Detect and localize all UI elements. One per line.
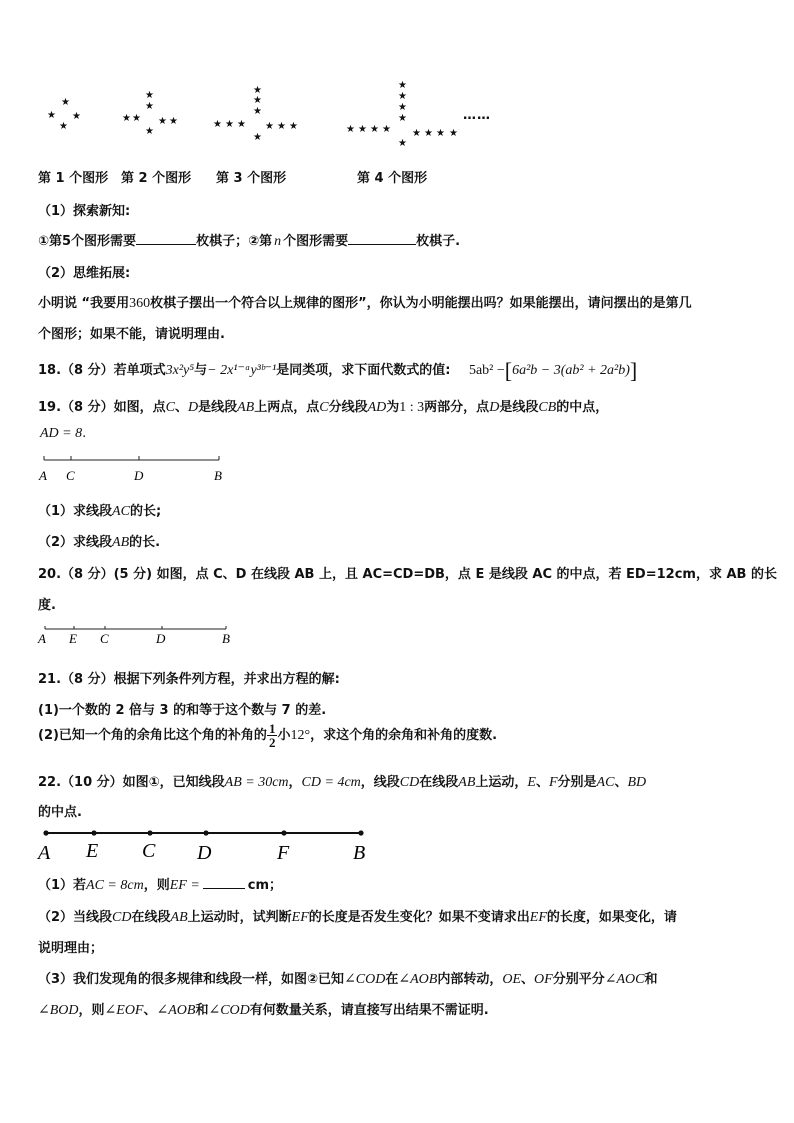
star-icon: ★ [253, 85, 262, 96]
star-icon: ★ [145, 90, 154, 101]
star-icon: ★ [436, 128, 445, 139]
q21-sub2 [38, 722, 497, 749]
question-22-line2: 的中点. [38, 805, 82, 820]
math: ∠AOB [398, 972, 438, 987]
label-f: F [277, 842, 290, 864]
star-icon: ★ [398, 138, 407, 149]
point-d [203, 830, 208, 835]
text: 小 [277, 728, 291, 743]
star-icon: ★ [398, 91, 407, 102]
star-icon: ★ [449, 128, 458, 139]
q19-segment-diagram [36, 452, 236, 486]
star-icon: ★ [59, 121, 68, 132]
label-a: A [38, 631, 46, 646]
math: CD [399, 775, 420, 790]
q22-sub2-line1 [38, 906, 677, 926]
math: CD = 4cm [301, 775, 361, 790]
math: OE [502, 972, 522, 987]
math: D [489, 400, 500, 415]
text: 为 [386, 400, 400, 415]
text: ， [288, 775, 302, 790]
point-b [358, 830, 363, 835]
point-c [147, 830, 152, 835]
label-d: D [156, 631, 166, 646]
text: 内部转动， [437, 972, 503, 987]
text: ，线段 [360, 775, 400, 790]
star-icon: ★ [169, 116, 178, 127]
star-icon: ★ [398, 113, 407, 124]
text: 两部分，点 [424, 400, 490, 415]
text: 的长度是否发生变化？如果不变请求出 [308, 910, 530, 925]
q22-sub3-line1 [38, 968, 657, 988]
text: 上运动时，试判断 [187, 910, 292, 925]
star-icon: ★ [253, 106, 262, 117]
label-b: B [353, 842, 366, 864]
math: AC [112, 504, 130, 519]
text: 和 [195, 1003, 209, 1018]
star-icon: ★ [265, 121, 274, 132]
star-icon: ★ [47, 110, 56, 121]
numerator: 1 [268, 721, 276, 736]
math: AD [367, 400, 387, 415]
q22-sub2-line2: 说明理由； [38, 941, 104, 956]
text: 分别平分 [552, 972, 605, 987]
star-icon: ★ [61, 97, 70, 108]
text: . [82, 426, 87, 441]
math: ∠BOD [38, 1003, 79, 1018]
point-f [281, 830, 286, 835]
math: C [165, 400, 175, 415]
math: AB [458, 775, 476, 790]
text: 枚棋子摆出一个符合以上规律的图形”，你认为小明能摆出吗？如果能摆出，请问摆出的是第几 [150, 296, 692, 311]
math: BD [627, 775, 647, 790]
expr-part: 6a²b − 3(ab² + 2a²b) [512, 363, 630, 379]
label-d: D [197, 842, 212, 864]
star-icon: ★ [346, 124, 355, 135]
text: 、 [174, 400, 188, 415]
text: (2)已知一个角的余角比这个角的补角的 [38, 728, 267, 743]
caption-figure-4: 第 4 个图形 [357, 171, 428, 186]
expr-part: 5ab² − [468, 363, 505, 379]
q17-paragraph-line1 [38, 292, 692, 312]
text: ，则 [143, 878, 170, 893]
math: AB [170, 910, 188, 925]
text: 和 [644, 972, 658, 987]
star-icon: ★ [370, 124, 379, 135]
math-expression [468, 358, 638, 383]
q17-part1-label: （1）探索新知: [38, 204, 131, 219]
q20-segment-diagram [36, 622, 236, 648]
math: AB [112, 535, 130, 550]
point-e [91, 830, 96, 835]
math: ∠COD [344, 972, 386, 987]
question-20-line2: 度. [38, 598, 56, 613]
label-b: B [222, 631, 230, 646]
math-ad-equals-8: AD = 8 [40, 426, 83, 441]
fraction-one-half [267, 722, 278, 749]
star-icon: ★ [225, 119, 234, 130]
question-20-line1: 20.（8 分）(5 分) 如图，点 C、D 在线段 AB 上，且 AC=CD=DB，点 E 是线段 AC 的中点，若 ED=12cm，求 AB 的长 [38, 567, 777, 582]
math: AC [596, 775, 615, 790]
text: （1）求线段 [38, 504, 113, 519]
label-c: C [100, 631, 109, 646]
label-c: C [142, 840, 156, 862]
text: 的长; [129, 504, 162, 519]
math-360: 360 [129, 296, 151, 311]
text: 、 [143, 1003, 157, 1018]
text: 是线段 [198, 400, 238, 415]
math: C [319, 400, 329, 415]
math: CB [538, 400, 557, 415]
text: ，求这个角的余角和补角的度数. [310, 728, 498, 743]
label-a: A [39, 468, 47, 483]
label-c: C [66, 468, 75, 483]
math-monomial-1: 3x²y⁵ [165, 363, 195, 379]
math: AB [237, 400, 255, 415]
answer-blank-2[interactable] [348, 232, 416, 245]
math: AB = 30cm [224, 775, 289, 790]
question-18 [38, 358, 637, 384]
point-a [43, 830, 48, 835]
text: 枚棋子. [416, 234, 461, 249]
math: E [527, 775, 536, 790]
bracket: ] [629, 358, 638, 383]
text: 、 [521, 972, 535, 987]
math: F [548, 775, 558, 790]
star-icon: ★ [145, 101, 154, 112]
star-icon: ★ [358, 124, 367, 135]
star-icon: ★ [253, 132, 262, 143]
q17-part2-label: （2）思维拓展: [38, 266, 131, 281]
question-21: 21.（8 分）根据下列条件列方程，并求出方程的解: [38, 672, 340, 687]
star-icon: ★ [237, 119, 246, 130]
q19-given [40, 426, 86, 442]
text: cm； [247, 878, 283, 893]
q21-sub1: (1)一个数的 2 倍与 3 的和等于这个数与 7 的差. [38, 703, 327, 718]
text: 在 [385, 972, 399, 987]
math: EF = [169, 878, 200, 893]
q22-sub3-line2 [38, 999, 489, 1019]
star-icon: ★ [424, 128, 433, 139]
text: （2）求线段 [38, 535, 113, 550]
math: EF [291, 910, 309, 925]
star-icon: ★ [122, 113, 131, 124]
label-e: E [69, 631, 77, 646]
star-icon: ★ [398, 80, 407, 91]
text: 小明说 “我要用 [38, 296, 130, 311]
math-monomial-2: − 2x¹⁻ᵃy³ᵇ⁻¹ [207, 363, 277, 379]
denominator: 2 [268, 735, 276, 750]
label-a: A [38, 842, 51, 864]
math: OF [534, 972, 553, 987]
q22-sub1 [38, 874, 282, 894]
text: （2）当线段 [38, 910, 113, 925]
text: 19.（8 分）如图，点 [38, 400, 166, 415]
question-22-line1 [38, 771, 646, 791]
text: 的中点， [556, 400, 609, 415]
caption-figure-3: 第 3 个图形 [216, 171, 287, 186]
text: ①第5个图形需要 [38, 234, 137, 249]
text: （3）我们发现角的很多规律和线段一样，如图②已知 [38, 972, 345, 987]
star-icon: ★ [132, 113, 141, 124]
star-icon: ★ [253, 95, 262, 106]
star-icon: ★ [412, 128, 421, 139]
text: 分别是 [557, 775, 597, 790]
math: ∠COD [208, 1003, 250, 1018]
star-icon: ★ [213, 119, 222, 130]
star-icon: ★ [277, 121, 286, 132]
text: ，则 [78, 1003, 105, 1018]
question-19 [38, 396, 608, 416]
q19-sub2 [38, 531, 160, 551]
math: D [187, 400, 199, 415]
star-icon: ★ [158, 116, 167, 127]
text: 、 [535, 775, 549, 790]
text: 18.（8 分）若单项式 [38, 363, 166, 379]
text: 分线段 [328, 400, 368, 415]
bracket: [ [504, 358, 513, 383]
math-n: n [274, 234, 282, 249]
text: 22.（10 分）如图①，已知线段 [38, 775, 225, 790]
text: 在线段 [419, 775, 459, 790]
text: 枚棋子；②第 [196, 234, 273, 249]
math: ∠AOC [604, 972, 645, 987]
math: ∠EOF [104, 1003, 144, 1018]
q22-segment-diagram [34, 822, 374, 866]
text: 上两点，点 [254, 400, 320, 415]
label-d: D [134, 468, 144, 483]
math-12-degrees: 12° [290, 728, 311, 743]
q17-line1 [38, 230, 460, 250]
math: ∠AOB [156, 1003, 196, 1018]
text: 的长. [129, 535, 161, 550]
text: 的长度，如果变化，请 [546, 910, 677, 925]
answer-blank-1[interactable] [136, 232, 196, 245]
text: 与 [194, 363, 208, 379]
label-b: B [214, 468, 222, 483]
star-icon: ★ [382, 124, 391, 135]
text: 上运动， [475, 775, 528, 790]
text: 是同类项，求下面代数式的值: [276, 363, 451, 379]
star-icon: ★ [72, 111, 81, 122]
q17-paragraph-line2: 个图形；如果不能，请说明理由. [38, 327, 225, 342]
star-icon: ★ [145, 126, 154, 137]
answer-blank-ef[interactable] [203, 876, 245, 889]
q19-sub1 [38, 500, 161, 520]
text: 是线段 [499, 400, 539, 415]
text: 在线段 [131, 910, 171, 925]
caption-figure-2: 第 2 个图形 [121, 171, 192, 186]
ellipsis: …… [463, 108, 491, 123]
star-icon: ★ [289, 121, 298, 132]
math: EF [529, 910, 547, 925]
math-ratio: 1 : 3 [399, 400, 425, 415]
math: AC = 8cm [86, 878, 144, 893]
text: 个图形需要 [283, 234, 349, 249]
star-icon: ★ [398, 102, 407, 113]
label-e: E [86, 840, 99, 862]
text: 、 [614, 775, 628, 790]
math: CD [112, 910, 132, 925]
text: （1）若 [38, 878, 87, 893]
caption-figure-1: 第 1 个图形 [38, 171, 109, 186]
text: 有何数量关系，请直接写出结果不需证明. [249, 1003, 489, 1018]
